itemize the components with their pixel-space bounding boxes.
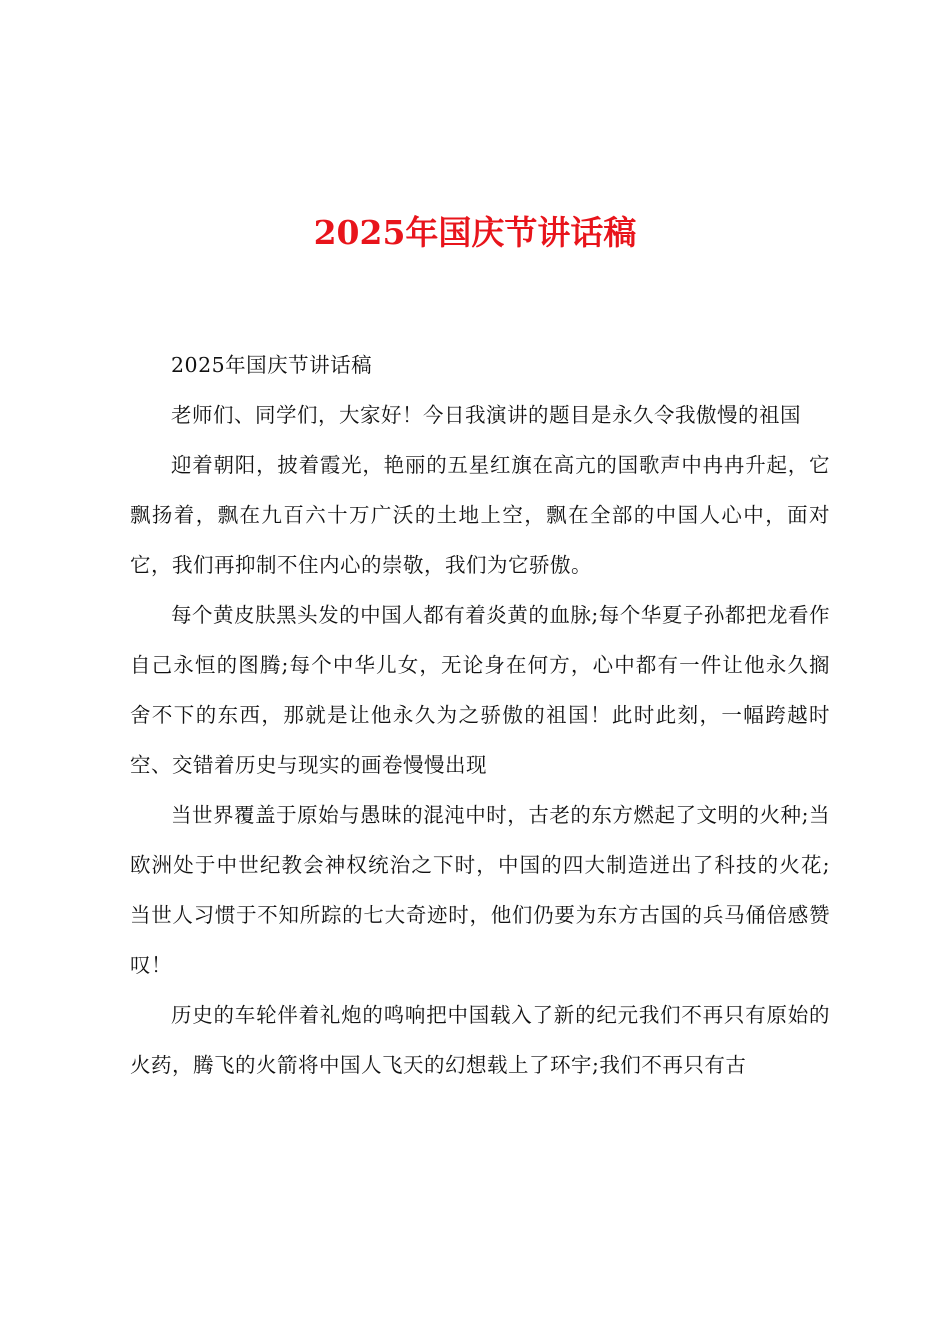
paragraph-history: 当世界覆盖于原始与愚昧的混沌中时，古老的东方燃起了文明的火种;当欧洲处于中世纪教会神权统治之下时，中国的四大制造迸出了科技的火花;当世人习惯于不知所踪的七大奇迹时，他们仍要为东方古国的兵马俑倍感赞叹！ bbox=[130, 803, 830, 977]
paragraph-greeting: 老师们、同学们，大家好！今日我演讲的题目是永久令我傲慢的祖国 bbox=[171, 403, 801, 427]
paragraph-flag: 迎着朝阳，披着霞光，艳丽的五星红旗在高亢的国歌声中冉冉升起，它飘扬着，飘在九百六十万广沃的土地上空，飘在全部的中国人心中，面对它，我们再抑制不住内心的崇敬，我们为它骄傲。 bbox=[130, 453, 830, 577]
paragraph-new-era: 历史的车轮伴着礼炮的鸣响把中国载入了新的纪元我们不再只有原始的火药，腾飞的火箭将中国人飞天的幻想载上了环宇;我们不再只有古 bbox=[130, 1003, 830, 1077]
paragraph-heritage: 每个黄皮肤黑头发的中国人都有着炎黄的血脉;每个华夏子孙都把龙看作自己永恒的图腾;每个中华儿女，无论身在何方，心中都有一件让他永久搁舍不下的东西，那就是让他永久为之骄傲的祖国！此时此刻，一幅跨越时空、交错着历史与现实的画卷慢慢出现 bbox=[130, 603, 830, 777]
document-body bbox=[130, 340, 830, 1090]
document-title: 2025年国庆节讲话稿 bbox=[313, 213, 637, 252]
paragraph-subtitle: 2025年国庆节讲话稿 bbox=[171, 353, 373, 377]
